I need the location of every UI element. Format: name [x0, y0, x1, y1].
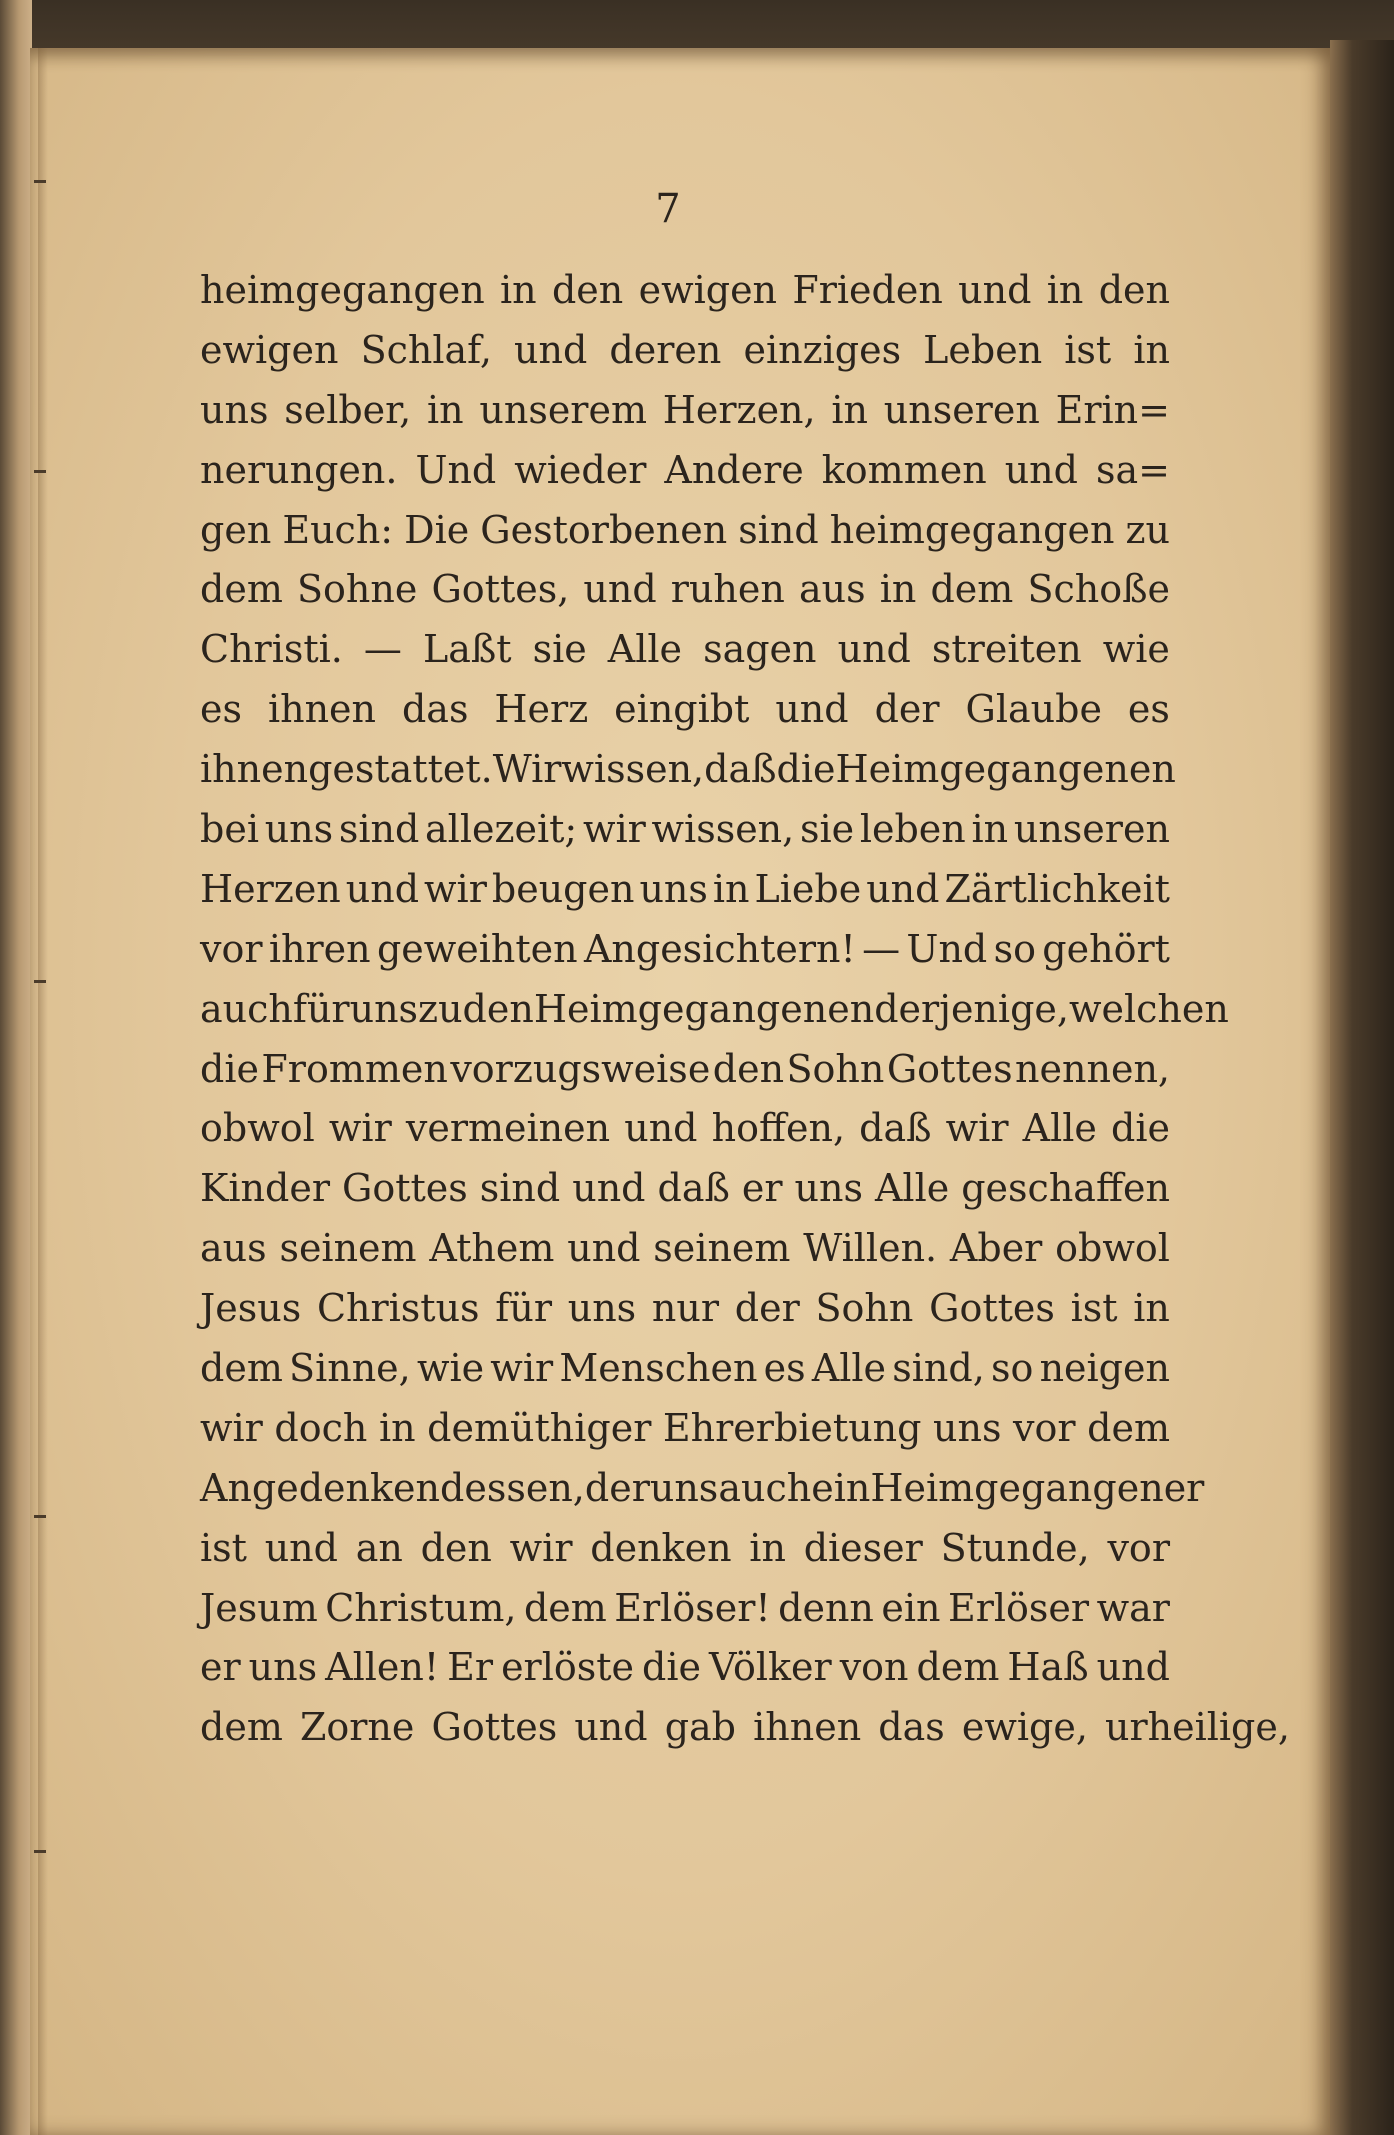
- word: von: [839, 1645, 909, 1690]
- word: Allen!: [325, 1645, 440, 1690]
- word: Gestorbenen: [480, 507, 728, 552]
- word: leben: [859, 806, 966, 851]
- word: nur: [651, 1286, 720, 1331]
- word: Aber: [949, 1226, 1043, 1271]
- word: ist: [1064, 327, 1112, 372]
- margin-mark: [34, 180, 46, 183]
- word: wie: [416, 1345, 485, 1390]
- text-line: [200, 679, 1170, 739]
- text-line: [200, 859, 1170, 919]
- word: Sohn: [786, 1046, 885, 1091]
- word: die: [776, 747, 836, 792]
- word: Zorne: [299, 1705, 415, 1750]
- word: er: [741, 1166, 783, 1211]
- word: dieser: [803, 1525, 923, 1570]
- word: und: [514, 327, 588, 372]
- text-line: [200, 619, 1170, 679]
- word: zu: [418, 986, 463, 1031]
- word: Schoße: [1027, 567, 1170, 612]
- word: wir: [490, 1345, 554, 1390]
- word: streiten: [931, 627, 1082, 672]
- word: denken: [590, 1525, 732, 1570]
- word: Liebe: [754, 866, 862, 911]
- word: für: [495, 1286, 552, 1331]
- text-line: [200, 1518, 1170, 1578]
- text-line: [200, 320, 1170, 380]
- word: Christi.: [200, 627, 343, 672]
- word: in: [831, 387, 868, 432]
- word: dem: [1087, 1405, 1170, 1450]
- word: sind: [738, 507, 819, 552]
- text-line: [200, 799, 1170, 859]
- word: ihnen: [200, 747, 309, 792]
- word: so: [993, 926, 1036, 971]
- word: derjenige,: [874, 986, 1069, 1031]
- word: Willen.: [803, 1226, 938, 1271]
- word: aus: [798, 567, 866, 612]
- word: auch: [718, 1465, 812, 1510]
- word: es: [763, 1345, 806, 1390]
- word: Menschen: [559, 1345, 758, 1390]
- word: —: [363, 627, 402, 672]
- text-line: [200, 1338, 1170, 1398]
- word: neigen: [1039, 1345, 1170, 1390]
- word: sind: [338, 806, 420, 851]
- text-line: [200, 1218, 1170, 1278]
- text-line: [200, 1398, 1170, 1458]
- word: wissen,: [561, 747, 705, 792]
- word: daß: [859, 1106, 932, 1151]
- book-binding: [0, 0, 32, 2135]
- word: vor: [1107, 1525, 1170, 1570]
- word: Haß: [1007, 1645, 1089, 1690]
- text-line: [200, 979, 1229, 1039]
- word: —: [862, 926, 901, 971]
- word: der: [734, 1286, 800, 1331]
- word: Gottes: [342, 1166, 468, 1211]
- word: heimgegangen: [829, 507, 1115, 552]
- word: und: [624, 1106, 698, 1151]
- word: vor: [200, 926, 263, 971]
- word: es: [200, 687, 242, 732]
- word: sind,: [892, 1345, 985, 1390]
- word: Laßt: [422, 627, 512, 672]
- word: Frieden: [792, 267, 943, 312]
- word: welchen: [1068, 986, 1229, 1031]
- word: Ehrerbietung: [662, 1405, 922, 1450]
- word: in: [426, 387, 464, 432]
- word: Völker: [709, 1645, 832, 1690]
- word: vermeinen: [405, 1106, 611, 1151]
- word: unserem: [479, 387, 647, 432]
- page-number: 7: [655, 186, 681, 232]
- word: Erin=: [1055, 387, 1170, 432]
- word: uns: [200, 387, 269, 432]
- word: auch: [200, 986, 293, 1031]
- margin-mark: [34, 1850, 46, 1853]
- word: ewigen: [200, 327, 339, 372]
- book-edge: [1330, 40, 1394, 2135]
- word: Euch:: [282, 507, 394, 552]
- text-line: [200, 1578, 1170, 1638]
- word: für: [292, 986, 350, 1031]
- word: daß: [704, 747, 777, 792]
- word: dem: [200, 1705, 283, 1750]
- word: Schlaf,: [360, 327, 492, 372]
- word: war: [1096, 1585, 1170, 1630]
- word: er: [200, 1645, 241, 1690]
- word: uns: [649, 1465, 719, 1510]
- word: die: [642, 1645, 701, 1690]
- word: Heimgegangenen: [835, 747, 1176, 792]
- word: Und: [906, 926, 988, 971]
- word: Sohn: [815, 1286, 914, 1331]
- word: in: [712, 866, 750, 911]
- word: Angedenken: [200, 1465, 441, 1510]
- text-line: [200, 739, 1176, 799]
- word: und: [345, 866, 420, 911]
- word: Sinne,: [289, 1345, 411, 1390]
- word: und: [574, 1705, 648, 1750]
- word: uns: [794, 1166, 863, 1211]
- word: Glaube: [965, 687, 1102, 732]
- text-line: [200, 559, 1170, 619]
- word: und: [264, 1525, 338, 1570]
- word: wissen,: [651, 806, 795, 851]
- word: Leben: [923, 327, 1043, 372]
- word: gehört: [1042, 926, 1170, 971]
- word: wir: [328, 1106, 392, 1151]
- word: Er: [447, 1645, 494, 1690]
- word: einziges: [743, 327, 902, 372]
- word: sagen: [703, 627, 817, 672]
- word: gab: [664, 1705, 737, 1750]
- word: die: [200, 1046, 259, 1091]
- word: sie: [532, 627, 587, 672]
- word: unseren: [883, 387, 1040, 432]
- word: wir: [582, 806, 646, 851]
- word: den: [712, 1046, 785, 1091]
- word: zu: [1125, 507, 1170, 552]
- word: Gottes: [886, 1046, 1013, 1091]
- word: nerungen.: [200, 447, 398, 492]
- word: den: [1098, 267, 1170, 312]
- word: sind: [479, 1166, 561, 1211]
- word: Gottes: [431, 1705, 558, 1750]
- word: heimgegangen: [200, 267, 485, 312]
- word: ein: [811, 1465, 871, 1510]
- word: ist: [1070, 1286, 1118, 1331]
- word: uns: [248, 1645, 318, 1690]
- word: geweihten: [376, 926, 578, 971]
- word: aus: [200, 1226, 267, 1271]
- word: wie: [1102, 627, 1170, 672]
- word: selber,: [284, 387, 412, 432]
- word: Angesichtern!: [583, 926, 856, 971]
- word: seinem: [279, 1226, 417, 1271]
- word: Alle: [1022, 1106, 1097, 1151]
- word: daß: [657, 1166, 730, 1211]
- word: wir: [424, 866, 487, 911]
- word: uns: [567, 1286, 637, 1331]
- word: seinem: [653, 1226, 791, 1271]
- word: Herzen: [200, 866, 341, 911]
- word: ruhen: [670, 567, 785, 612]
- word: allezeit;: [425, 806, 578, 851]
- word: ewigen: [638, 267, 778, 312]
- word: Gottes: [929, 1286, 1055, 1331]
- word: ihnen: [753, 1705, 862, 1750]
- margin-mark: [34, 470, 46, 473]
- word: und: [837, 627, 911, 672]
- page-fold-shadow: [38, 48, 48, 2135]
- word: dem: [200, 1345, 283, 1390]
- text-line: [200, 919, 1170, 979]
- word: Erlöser!: [614, 1585, 771, 1630]
- word: ewige,: [961, 1705, 1088, 1750]
- word: in: [879, 567, 917, 612]
- word: Zärtlichkeit: [944, 866, 1170, 911]
- word: gestattet.: [308, 747, 493, 792]
- word: und: [572, 1166, 646, 1211]
- word: vor: [1013, 1405, 1076, 1450]
- word: in: [378, 1405, 416, 1450]
- word: obwol: [1055, 1226, 1170, 1271]
- word: Gottes,: [431, 567, 570, 612]
- word: hoffen,: [711, 1106, 846, 1151]
- text-line: [200, 440, 1170, 500]
- word: gen: [200, 507, 272, 552]
- word: und: [583, 567, 657, 612]
- word: Kinder: [200, 1166, 330, 1211]
- word: dessen,: [440, 1465, 585, 1510]
- text-line: [200, 1158, 1170, 1218]
- word: obwol: [200, 1106, 315, 1151]
- word: es: [1127, 687, 1170, 732]
- body-text: [200, 260, 1290, 1757]
- word: Sohne: [296, 567, 418, 612]
- word: der: [874, 687, 940, 732]
- word: sie: [799, 806, 855, 851]
- word: beugen: [491, 866, 635, 911]
- word: den: [551, 267, 624, 312]
- word: Alle: [607, 627, 683, 672]
- text-line: [200, 500, 1170, 560]
- word: und: [1096, 1645, 1170, 1690]
- word: geschaffen: [961, 1166, 1170, 1211]
- word: uns: [933, 1405, 1002, 1450]
- word: Heimgegangener: [870, 1465, 1205, 1510]
- word: dem: [930, 567, 1014, 612]
- word: Erlöser: [948, 1585, 1090, 1630]
- word: dem: [200, 567, 283, 612]
- word: den: [462, 986, 534, 1031]
- text-line: [200, 380, 1170, 440]
- margin-mark: [34, 980, 46, 983]
- word: so: [990, 1345, 1034, 1390]
- word: demüthiger: [427, 1405, 652, 1450]
- word: Und: [415, 447, 497, 492]
- word: und: [1004, 447, 1078, 492]
- word: den: [420, 1525, 492, 1570]
- word: wir: [509, 1525, 573, 1570]
- word: wir: [200, 1405, 263, 1450]
- text-line: [200, 1458, 1205, 1518]
- word: und: [958, 267, 1032, 312]
- text-line: [200, 1039, 1170, 1099]
- word: wir: [945, 1106, 1009, 1151]
- word: in: [500, 267, 537, 312]
- word: in: [1046, 267, 1084, 312]
- word: Heimgegangenen: [533, 986, 875, 1031]
- word: doch: [274, 1405, 368, 1450]
- word: eingibt: [614, 687, 750, 732]
- word: Die: [404, 507, 470, 552]
- word: erlöste: [501, 1645, 635, 1690]
- word: und: [567, 1226, 641, 1271]
- word: die: [1111, 1106, 1170, 1151]
- word: ihren: [268, 926, 371, 971]
- margin-mark: [34, 1515, 46, 1518]
- word: sa=: [1095, 447, 1170, 492]
- word: der: [584, 1465, 650, 1510]
- word: Andere: [664, 447, 804, 492]
- word: kommen: [821, 447, 987, 492]
- word: das: [401, 687, 469, 732]
- text-line: [200, 1637, 1170, 1697]
- word: dem: [916, 1645, 1000, 1690]
- word: dem: [523, 1585, 607, 1630]
- word: in: [1133, 1286, 1170, 1331]
- word: ihnen: [267, 687, 377, 732]
- word: Athem: [429, 1226, 555, 1271]
- word: Jesum: [200, 1585, 318, 1630]
- text-line: [200, 260, 1170, 320]
- word: Herz: [494, 687, 589, 732]
- word: Alle: [811, 1345, 887, 1390]
- word: das: [878, 1705, 945, 1750]
- word: in: [971, 806, 1009, 851]
- word: Stunde,: [940, 1525, 1090, 1570]
- word: uns: [264, 806, 334, 851]
- text-line: [200, 1278, 1170, 1338]
- word: nennen,: [1015, 1046, 1170, 1091]
- word: in: [1133, 327, 1170, 372]
- word: Herzen,: [662, 387, 816, 432]
- word: vorzugsweise: [450, 1046, 711, 1091]
- word: denn: [778, 1585, 874, 1630]
- word: urheilige,: [1105, 1705, 1290, 1750]
- word: in: [749, 1525, 786, 1570]
- word: an: [355, 1525, 403, 1570]
- word: deren: [609, 327, 722, 372]
- word: Christus: [316, 1286, 480, 1331]
- word: Alle: [874, 1166, 950, 1211]
- word: Frommen: [261, 1046, 448, 1091]
- text-line: [200, 1697, 1290, 1757]
- word: und: [775, 687, 849, 732]
- word: Christum,: [325, 1585, 517, 1630]
- word: uns: [349, 986, 419, 1031]
- word: uns: [639, 866, 708, 911]
- word: Jesus: [200, 1286, 302, 1331]
- text-line: [200, 1098, 1170, 1158]
- word: ist: [200, 1525, 247, 1570]
- word: und: [866, 866, 940, 911]
- word: wieder: [514, 447, 647, 492]
- word: bei: [200, 806, 259, 851]
- word: ein: [881, 1585, 941, 1630]
- word: Wir: [492, 747, 562, 792]
- word: unseren: [1013, 806, 1170, 851]
